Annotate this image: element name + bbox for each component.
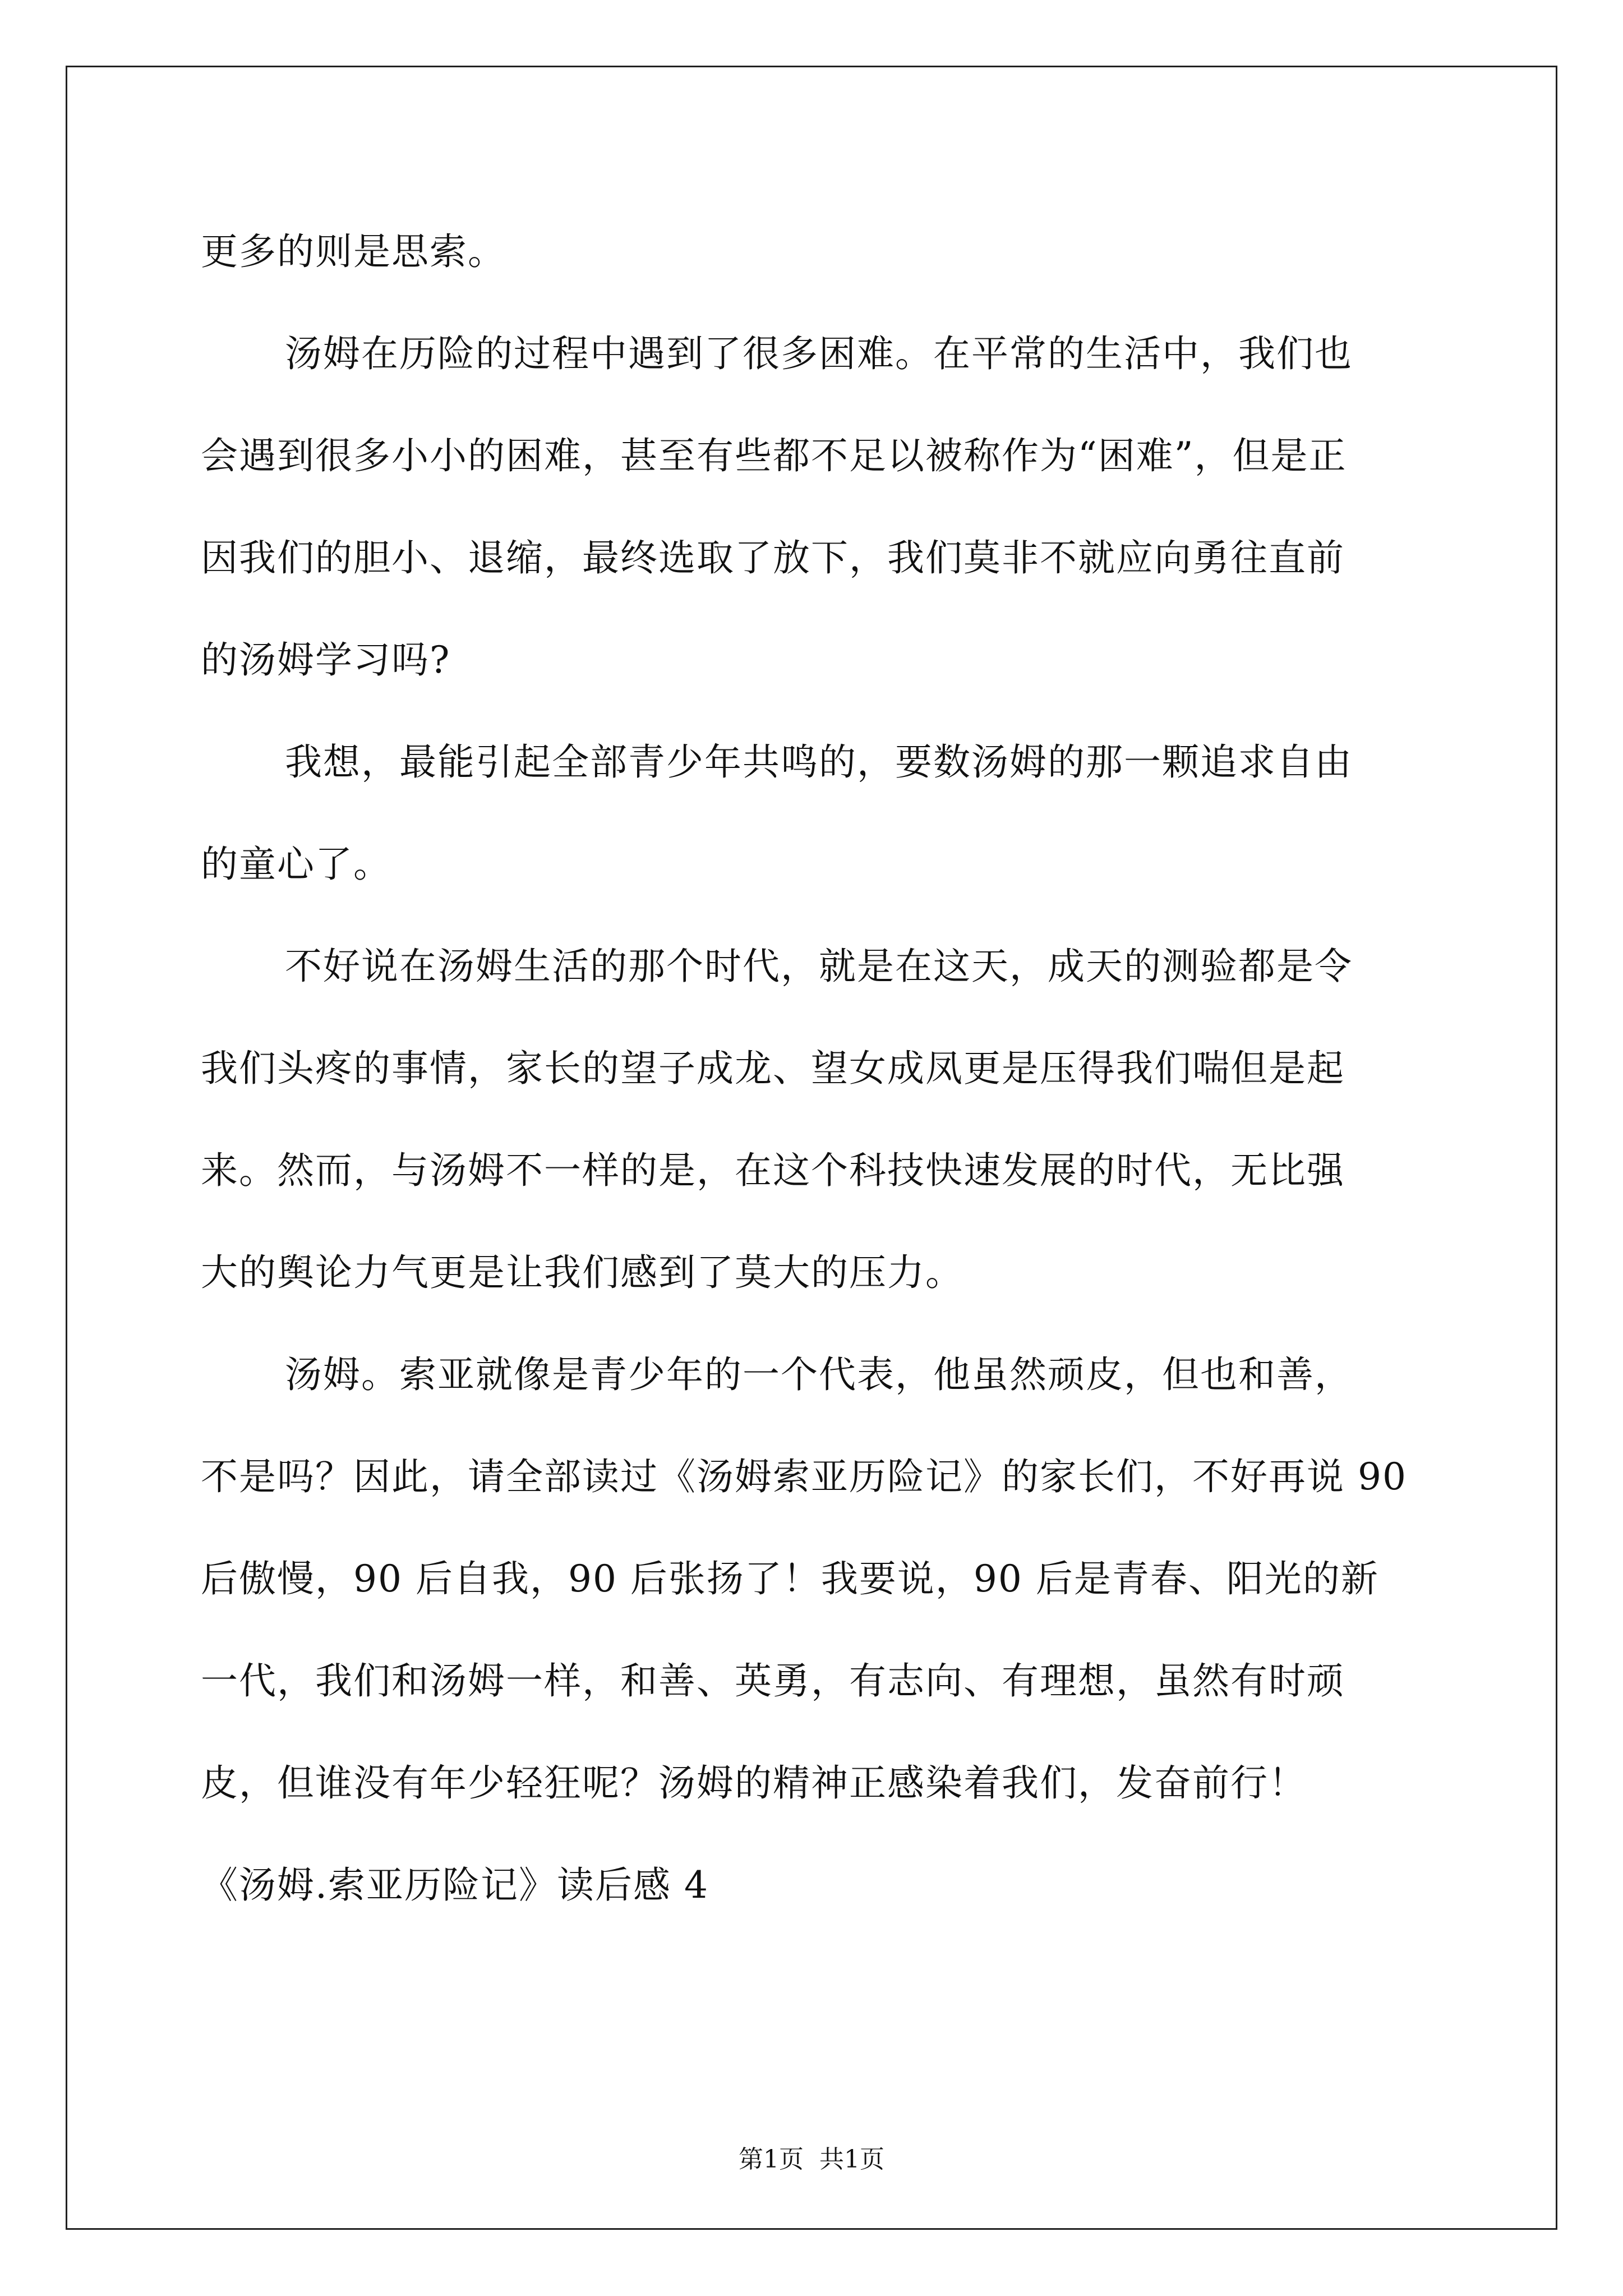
paragraph-line: 不是吗？因此，请全部读过《汤姆索亚历险记》的家长们，不好再说 90 (201, 1455, 1407, 1498)
paragraph-line: 会遇到很多小小的困难，甚至有些都不足以被称作为“困难”，但是正 (201, 434, 1347, 477)
paragraph-line: 更多的则是思索。 (201, 230, 506, 273)
paragraph-line: 我想，最能引起全部青少年共鸣的，要数汤姆的那一颗追求自由 (285, 740, 1353, 784)
paragraph-line: 汤姆。索亚就像是青少年的一个代表，他虽然顽皮，但也和善， (285, 1353, 1353, 1396)
section-heading: 《汤姆.索亚历险记》读后感 4 (201, 1864, 709, 1907)
paragraph-line: 来。然而，与汤姆不一样的是，在这个科技快速发展的时代，无比强 (201, 1149, 1345, 1192)
paragraph-line: 皮，但谁没有年少轻狂呢？汤姆的精神正感染着我们，发奋前行！ (201, 1761, 1307, 1805)
page-footer (0, 2143, 1623, 2177)
document-body (201, 201, 1435, 1936)
paragraph-line: 后傲慢，90 后自我，90 后张扬了！我要说，90 后是青春、阳光的新 (201, 1557, 1379, 1600)
paragraph-line: 一代，我们和汤姆一样，和善、英勇，有志向、有理想，虽然有时顽 (201, 1659, 1345, 1703)
paragraph-line: 不好说在汤姆生活的那个时代，就是在这天，成天的测验都是令 (285, 945, 1353, 988)
paragraph-line: 大的舆论力气更是让我们感到了莫大的压力。 (201, 1251, 963, 1294)
paragraph-line: 汤姆在历险的过程中遇到了很多困难。在平常的生活中，我们也 (285, 332, 1353, 375)
page-total: 共1页 (819, 2145, 884, 2174)
paragraph-line: 因我们的胆小、退缩，最终选取了放下，我们莫非不就应向勇往直前 (201, 536, 1345, 579)
page-number: 第1页 (739, 2145, 804, 2174)
paragraph-line: 的童心了。 (201, 843, 391, 886)
paragraph-line: 的汤姆学习吗? (201, 638, 451, 682)
paragraph-line: 我们头疼的事情，家长的望子成龙、望女成凤更是压得我们喘但是起 (201, 1047, 1345, 1090)
